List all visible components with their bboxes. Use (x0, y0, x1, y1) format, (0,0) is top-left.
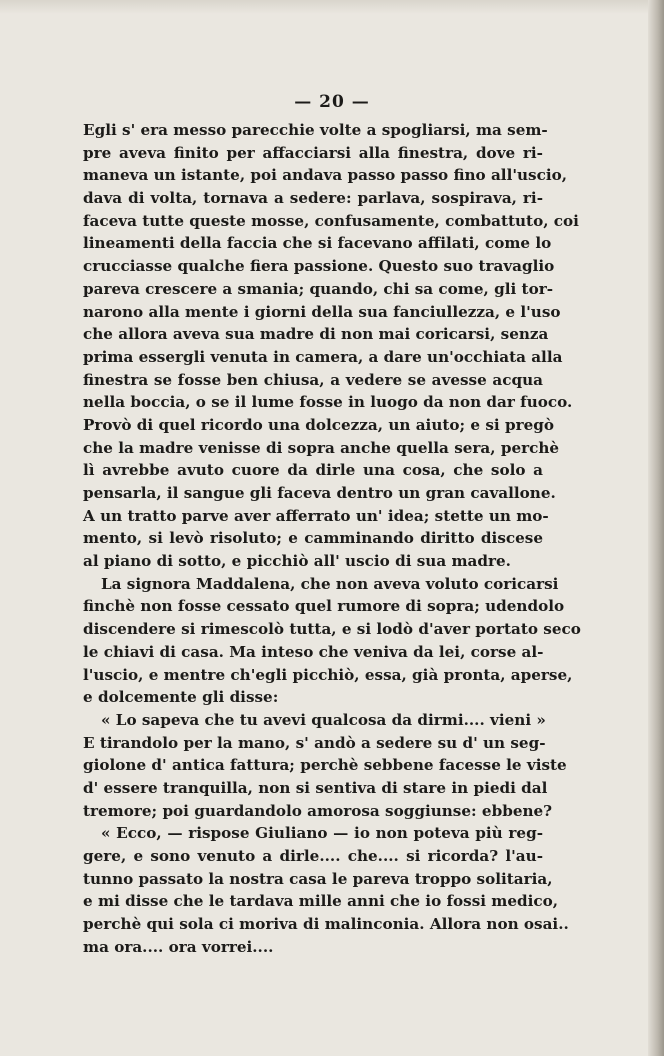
text-line: dava di volta, tornava a sedere: parlava, sospirava, ri- (83, 189, 543, 208)
page-number: — 20 — (294, 92, 370, 112)
text-line: crucciasse qualche fiera passione. Questo suo travaglio (83, 257, 555, 276)
text-line: prima essergli venuta in camera, a dare un'occhiata alla (83, 347, 563, 366)
body-text (83, 119, 581, 958)
top-shadow (0, 0, 664, 14)
page-edge-shadow (648, 0, 664, 1056)
text-line: Provò di quel ricordo una dolcezza, un aiuto; e si pregò (83, 415, 554, 434)
text-line: d' essere tranquilla, non si sentiva di stare in piedi dal (83, 778, 548, 797)
paragraph-start-line: La signora Maddalena, che non aveva voluto coricarsi (101, 574, 559, 593)
text-line: discendere si rimescolò tutta, e si lodò d'aver portato seco (83, 620, 581, 639)
text-line: pre aveva finito per affacciarsi alla finestra, dove ri- (83, 143, 543, 162)
text-line: l'uscio, e mentre ch'egli picchiò, essa, già pronta, aperse, (83, 665, 573, 684)
text-line: e mi disse che le tardava mille anni che io fossi medico, (83, 892, 559, 911)
text-line: E tirandolo per la mano, s' andò a sedere su d' un seg- (83, 733, 546, 752)
paragraph-start-line: « Ecco, — rispose Giuliano — io non poteva più reg- (101, 824, 543, 843)
text-line: finestra se fosse ben chiusa, a vedere se avesse acqua (83, 370, 543, 389)
paragraph-end-line: ma ora.... ora vorrei.... (83, 937, 274, 956)
text-line: perchè qui sola ci moriva di malinconia. Allora non osai.. (83, 915, 569, 934)
text-line: mento, si levò risoluto; e camminando diritto discese (83, 529, 543, 548)
text-line: pareva crescere a smania; quando, chi sa come, gli tor- (83, 279, 554, 298)
text-line: Egli s' era messo parecchie volte a spogliarsi, ma sem- (83, 121, 548, 139)
text-line: faceva tutte queste mosse, confusamente, combattuto, coi (83, 211, 579, 230)
text-line: narono alla mente i giorni della sua fanciullezza, e l'uso (83, 302, 561, 321)
text-line: finchè non fosse cessato quel rumore di sopra; udendolo (83, 597, 565, 616)
text-line: le chiavi di casa. Ma inteso che veniva da lei, corse al- (83, 642, 544, 661)
text-line: lineamenti della faccia che si facevano affilati, come lo (83, 234, 552, 253)
text-line: lì avrebbe avuto cuore da dirle una cosa, che solo a (83, 461, 543, 480)
text-line: che la madre venisse di sopra anche quella sera, perchè (83, 438, 560, 457)
text-line: A un tratto parve aver afferrato un' idea; stette un mo- (83, 506, 549, 525)
text-line: nella boccia, o se il lume fosse in luogo da non dar fuoco. (83, 393, 573, 412)
paragraph-end-line: al piano di sotto, e picchiò all' uscio di sua madre. (83, 552, 511, 571)
text-line: gere, e sono venuto a dirle.... che.... si ricorda? l'au- (83, 847, 543, 865)
text-line: giolone d' antica fattura; perchè sebbene facesse le viste (83, 756, 567, 775)
text-line: tremore; poi guardandolo amorosa soggiunse: ebbene? (83, 801, 553, 820)
paragraph-start-line: « Lo sapeva che tu avevi qualcosa da dirmi.... vieni » (101, 710, 546, 729)
text-line: pensarla, il sangue gli faceva dentro un gran cavallone. (83, 484, 556, 502)
text-line: tunno passato la nostra casa le pareva troppo solitaria, (83, 869, 553, 888)
text-line: che allora aveva sua madre di non mai coricarsi, senza (83, 325, 549, 344)
paragraph-end-line: e dolcemente gli disse: (83, 688, 279, 707)
text-line: maneva un istante, poi andava passo passo fino all'uscio, (83, 166, 568, 185)
